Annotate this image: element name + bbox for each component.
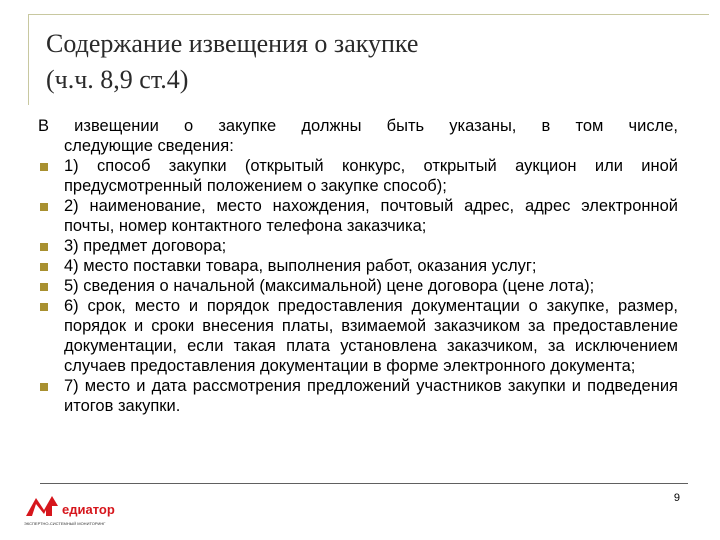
bullet-icon	[40, 303, 48, 311]
list-item	[38, 276, 678, 296]
list-item	[38, 256, 678, 276]
logo-tagline: ЭКСПЕРТНО-СИСТЕМНЫЙ МОНИТОРИНГ	[24, 521, 106, 526]
title-line-1: Содержание извещения о закупке	[46, 29, 419, 58]
intro-line-2: следующие сведения:	[64, 137, 234, 155]
list-item-text: 7) место и дата рассмотрения предложений участников закупки и подведения итогов закупки.	[64, 377, 678, 415]
list-item-text: 4) место поставки товара, выполнения работ, оказания услуг;	[64, 257, 537, 275]
bullet-icon	[40, 163, 48, 171]
mediator-logo	[22, 492, 182, 528]
list-item-text: 5) сведения о начальной (максимальной) цене договора (цене лота);	[64, 277, 595, 295]
list-item	[38, 296, 678, 376]
footer-divider	[40, 483, 688, 484]
list-item-text: 1) способ закупки (открытый конкурс, открытый аукцион или иной предусмотренный положением о закупке способ);	[64, 157, 678, 195]
list-item	[38, 236, 678, 256]
bullet-icon	[40, 243, 48, 251]
bullet-icon	[40, 283, 48, 291]
requirements-list	[38, 156, 678, 416]
title-line-2: (ч.ч. 8,9 ст.4)	[46, 65, 189, 94]
list-item-text: 3) предмет договора;	[64, 237, 227, 255]
logo-wordmark: едиатор	[62, 502, 115, 517]
list-item-text: 6) срок, место и порядок предоставления документации о закупке, размер, порядок и сроки внесения платы, взимаемой заказчиком за предоставление документации, если такая плата установлена заказчиком, за исключением случаев предоставления документации в форме электронного документа;	[64, 297, 678, 375]
slide-body	[38, 116, 678, 416]
list-item	[38, 376, 678, 416]
slide-title	[46, 26, 686, 98]
list-item-text: 2) наименование, место нахождения, почтовый адрес, адрес электронной почты, номер контактного телефона заказчика;	[64, 197, 678, 235]
page-number: 9	[673, 492, 680, 504]
bullet-icon	[40, 383, 48, 391]
intro-paragraph	[38, 116, 678, 136]
bullet-icon	[40, 263, 48, 271]
intro-line-1: В извещении о закупке должны быть указаны, в том числе,	[38, 117, 678, 135]
logo-m-mark	[26, 496, 58, 516]
bullet-icon	[40, 203, 48, 211]
list-item	[38, 196, 678, 236]
list-item	[38, 156, 678, 196]
